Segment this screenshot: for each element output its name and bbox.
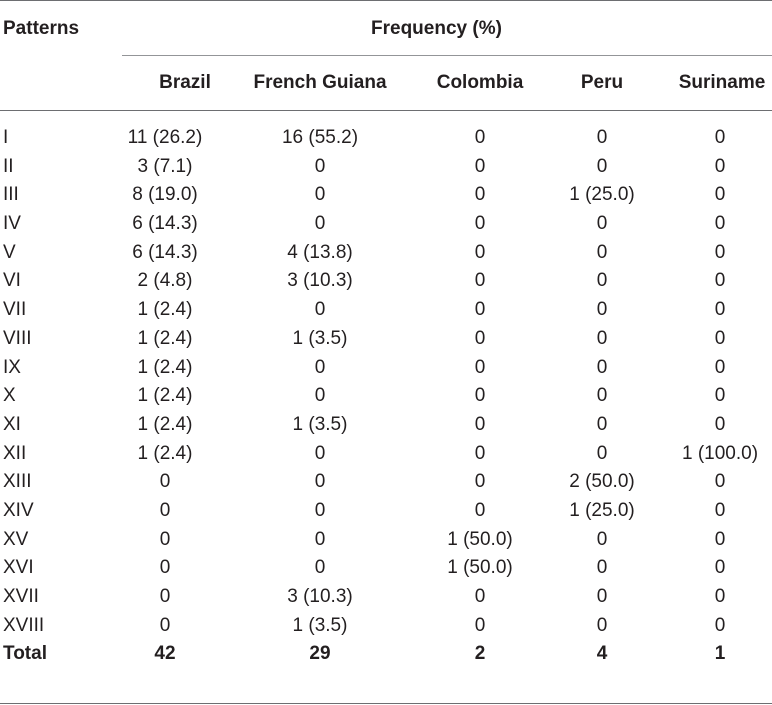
table-row [0, 296, 772, 325]
peru-cell: 0 [596, 270, 608, 292]
peru-cell: 0 [596, 586, 608, 607]
colombia-cell: 1 (50.0) [447, 528, 513, 550]
brazil-cell: 0 [159, 586, 171, 607]
french-guiana-cell: 4 (13.8) [287, 241, 353, 263]
peru-cell: 0 [596, 213, 608, 235]
suriname-cell: 0 [714, 213, 726, 235]
colombia-cell: 0 [474, 155, 486, 177]
brazil-cell: 1 (2.4) [137, 442, 193, 464]
table-row [0, 239, 772, 268]
pattern-cell: XVII [3, 586, 39, 607]
colombia-cell: 0 [474, 327, 486, 349]
french-guiana-cell: 1 (3.5) [292, 413, 348, 435]
colombia-cell: 0 [474, 213, 486, 235]
header-frequency: Frequency (%) [371, 18, 502, 39]
colombia-cell: 0 [474, 442, 486, 464]
table-row [0, 181, 772, 210]
french-guiana-cell: 0 [314, 299, 326, 321]
pattern-cell: XVIII [3, 614, 45, 636]
colombia-cell: 0 [474, 241, 486, 263]
brazil-cell: 0 [159, 471, 171, 493]
colombia-cell: 0 [474, 586, 486, 607]
col-header-suriname: Suriname [678, 72, 766, 93]
table-row [0, 325, 772, 354]
total-label: Total [3, 643, 47, 665]
total-row [0, 640, 772, 669]
bottom-rule [0, 703, 772, 704]
pattern-cell: XV [3, 528, 29, 550]
suriname-cell: 0 [714, 299, 726, 321]
table-row [0, 210, 772, 239]
pattern-cell: VI [3, 270, 21, 292]
french-guiana-cell: 0 [314, 213, 326, 235]
pattern-cell: XVI [3, 557, 34, 579]
suriname-cell: 0 [714, 528, 726, 550]
table-row [0, 554, 772, 583]
table-row [0, 411, 772, 440]
french-guiana-cell: 16 (55.2) [281, 127, 359, 148]
table-row [0, 612, 772, 641]
suriname-cell: 0 [714, 586, 726, 607]
total-brazil: 42 [154, 643, 176, 665]
pattern-cell: XII [3, 442, 27, 464]
top-rule [0, 0, 772, 1]
brazil-cell: 0 [159, 614, 171, 636]
brazil-cell: 1 (2.4) [137, 299, 193, 321]
table-row [0, 440, 772, 469]
total-colombia: 2 [474, 643, 486, 665]
brazil-cell: 11 (26.2) [127, 127, 203, 148]
pattern-cell: III [3, 184, 19, 206]
brazil-cell: 8 (19.0) [132, 184, 198, 206]
suriname-cell: 0 [714, 241, 726, 263]
peru-cell: 0 [596, 241, 608, 263]
table-row [0, 267, 772, 296]
peru-cell: 2 (50.0) [569, 471, 635, 493]
table-row [0, 468, 772, 497]
colombia-cell: 0 [474, 299, 486, 321]
brazil-cell: 0 [159, 528, 171, 550]
total-french-guiana: 29 [309, 643, 331, 665]
peru-cell: 1 (25.0) [569, 499, 635, 521]
suriname-cell: 0 [714, 614, 726, 636]
french-guiana-cell: 1 (3.5) [292, 614, 348, 636]
col-header-french-guiana: French Guiana [253, 72, 387, 93]
peru-cell: 1 (25.0) [569, 184, 635, 206]
colombia-cell: 0 [474, 471, 486, 493]
french-guiana-cell: 0 [314, 356, 326, 378]
brazil-cell: 3 (7.1) [137, 155, 193, 177]
pattern-cell: V [3, 241, 16, 263]
header-rule [0, 110, 772, 111]
colombia-cell: 0 [474, 385, 486, 407]
colombia-cell: 1 (50.0) [447, 557, 513, 579]
brazil-cell: 6 (14.3) [132, 241, 198, 263]
colombia-cell: 0 [474, 184, 486, 206]
colombia-cell: 0 [474, 413, 486, 435]
french-guiana-cell: 0 [314, 528, 326, 550]
pattern-cell: XIII [3, 471, 32, 493]
suriname-cell: 0 [714, 413, 726, 435]
french-guiana-cell: 0 [314, 557, 326, 579]
table-row [0, 354, 772, 383]
suriname-cell: 1 (100.0) [681, 442, 759, 464]
brazil-cell: 1 (2.4) [137, 385, 193, 407]
total-suriname: 1 [714, 643, 726, 665]
table-row [0, 526, 772, 555]
header-patterns: Patterns [3, 18, 80, 39]
brazil-cell: 6 (14.3) [132, 213, 198, 235]
table-row [0, 153, 772, 182]
col-header-brazil: Brazil [159, 72, 211, 93]
peru-cell: 0 [596, 385, 608, 407]
french-guiana-cell: 0 [314, 471, 326, 493]
suriname-cell: 0 [714, 184, 726, 206]
col-header-peru: Peru [580, 72, 624, 93]
frequency-rule [122, 55, 772, 56]
peru-cell: 0 [596, 327, 608, 349]
pattern-cell: VII [3, 299, 27, 321]
suriname-cell: 0 [714, 155, 726, 177]
pattern-cell: XI [3, 413, 21, 435]
french-guiana-cell: 3 (10.3) [287, 270, 353, 292]
suriname-cell: 0 [714, 385, 726, 407]
colombia-cell: 0 [474, 270, 486, 292]
brazil-cell: 1 (2.4) [137, 327, 193, 349]
suriname-cell: 0 [714, 270, 726, 292]
colombia-cell: 0 [474, 614, 486, 636]
peru-cell: 0 [596, 528, 608, 550]
table-body [0, 124, 772, 669]
peru-cell: 0 [596, 127, 608, 148]
colombia-cell: 0 [474, 499, 486, 521]
pattern-cell: VIII [3, 327, 32, 349]
peru-cell: 0 [596, 557, 608, 579]
pattern-cell: XIV [3, 499, 34, 521]
peru-cell: 0 [596, 356, 608, 378]
peru-cell: 0 [596, 155, 608, 177]
pattern-cell: IX [3, 356, 21, 378]
peru-cell: 0 [596, 614, 608, 636]
colombia-cell: 0 [474, 127, 486, 148]
brazil-cell: 1 (2.4) [137, 356, 193, 378]
french-guiana-cell: 0 [314, 442, 326, 464]
colombia-cell: 0 [474, 356, 486, 378]
pattern-cell: II [3, 155, 14, 177]
suriname-cell: 0 [714, 127, 726, 148]
peru-cell: 0 [596, 413, 608, 435]
table-row [0, 583, 772, 612]
suriname-cell: 0 [714, 356, 726, 378]
pattern-cell: IV [3, 213, 21, 235]
col-header-colombia: Colombia [436, 72, 524, 93]
pattern-cell: I [3, 127, 9, 148]
suriname-cell: 0 [714, 557, 726, 579]
french-guiana-cell: 0 [314, 184, 326, 206]
french-guiana-cell: 3 (10.3) [287, 586, 353, 607]
french-guiana-cell: 0 [314, 499, 326, 521]
french-guiana-cell: 1 (3.5) [292, 327, 348, 349]
table-row [0, 497, 772, 526]
pattern-cell: X [3, 385, 16, 407]
french-guiana-cell: 0 [314, 155, 326, 177]
table-row [0, 382, 772, 411]
peru-cell: 0 [596, 442, 608, 464]
brazil-cell: 1 (2.4) [137, 413, 193, 435]
total-peru: 4 [596, 643, 608, 665]
french-guiana-cell: 0 [314, 385, 326, 407]
table-row [0, 124, 772, 153]
peru-cell: 0 [596, 299, 608, 321]
brazil-cell: 0 [159, 557, 171, 579]
suriname-cell: 0 [714, 327, 726, 349]
brazil-cell: 2 (4.8) [137, 270, 193, 292]
brazil-cell: 0 [159, 499, 171, 521]
suriname-cell: 0 [714, 471, 726, 493]
suriname-cell: 0 [714, 499, 726, 521]
